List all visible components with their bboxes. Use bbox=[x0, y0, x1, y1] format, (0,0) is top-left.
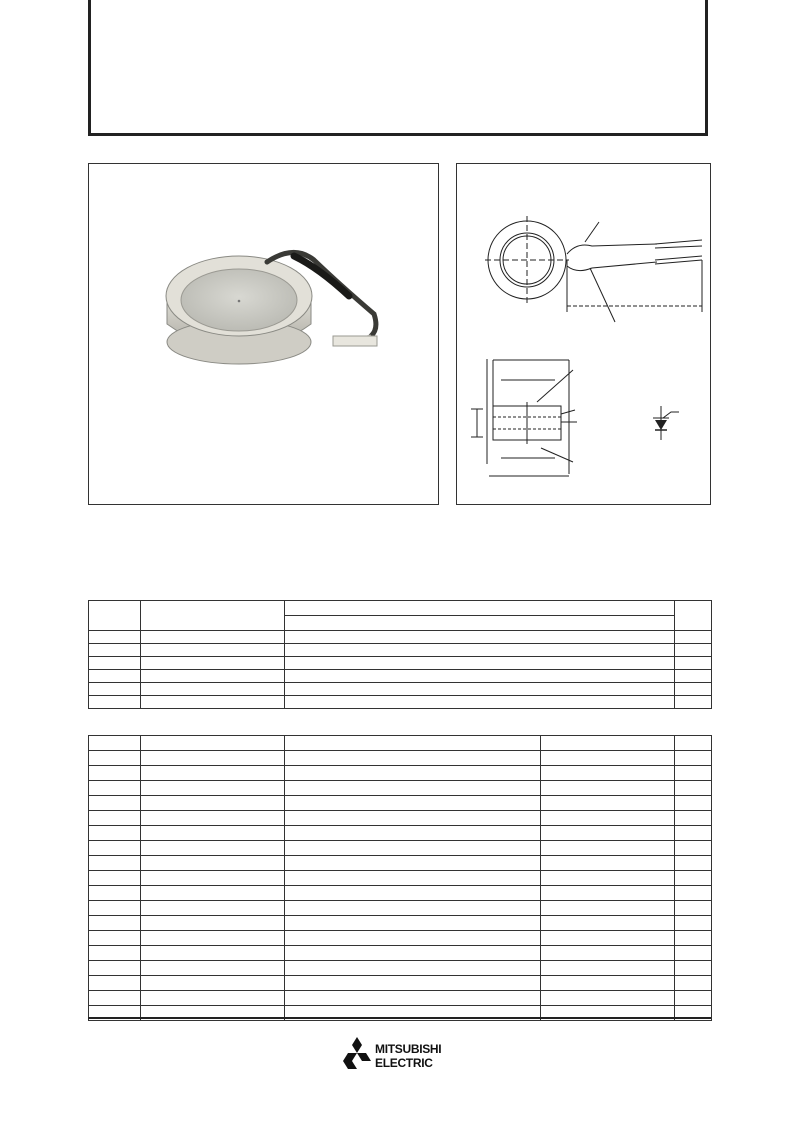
table-row bbox=[89, 961, 712, 976]
table-row bbox=[89, 901, 712, 916]
table-row bbox=[89, 657, 712, 670]
table-row bbox=[89, 670, 712, 683]
table-row bbox=[89, 931, 712, 946]
outline-drawing-panel bbox=[456, 163, 711, 505]
table-row bbox=[89, 976, 712, 991]
product-photo-panel bbox=[88, 163, 439, 505]
brand-line-1: MITSUBISHI bbox=[375, 1042, 442, 1056]
table-row bbox=[89, 796, 712, 811]
table-row bbox=[89, 946, 712, 961]
table-row bbox=[89, 644, 712, 657]
table-row bbox=[89, 991, 712, 1006]
table-row bbox=[89, 751, 712, 766]
table-row bbox=[89, 631, 712, 644]
electrical-characteristics-table bbox=[88, 735, 712, 1021]
header-title-box bbox=[88, 0, 708, 136]
table-row bbox=[89, 916, 712, 931]
press-pack-thyristor-photo-icon bbox=[89, 164, 438, 504]
table-row bbox=[89, 826, 712, 841]
table-row bbox=[89, 696, 712, 709]
table-row bbox=[89, 781, 712, 796]
table-row bbox=[89, 736, 712, 751]
table-row bbox=[89, 811, 712, 826]
brand-logo bbox=[343, 1036, 463, 1074]
brand-line-2: ELECTRIC bbox=[375, 1056, 433, 1070]
table-row bbox=[89, 841, 712, 856]
three-diamonds-icon bbox=[343, 1037, 371, 1069]
table-row bbox=[89, 766, 712, 781]
outline-dimension-drawing-icon bbox=[457, 164, 710, 504]
table-row bbox=[89, 886, 712, 901]
max-ratings-table bbox=[88, 600, 712, 709]
table-row bbox=[89, 856, 712, 871]
table-row bbox=[89, 601, 712, 616]
footer-rule bbox=[88, 1017, 711, 1019]
table-row bbox=[89, 683, 712, 696]
table-row bbox=[89, 871, 712, 886]
